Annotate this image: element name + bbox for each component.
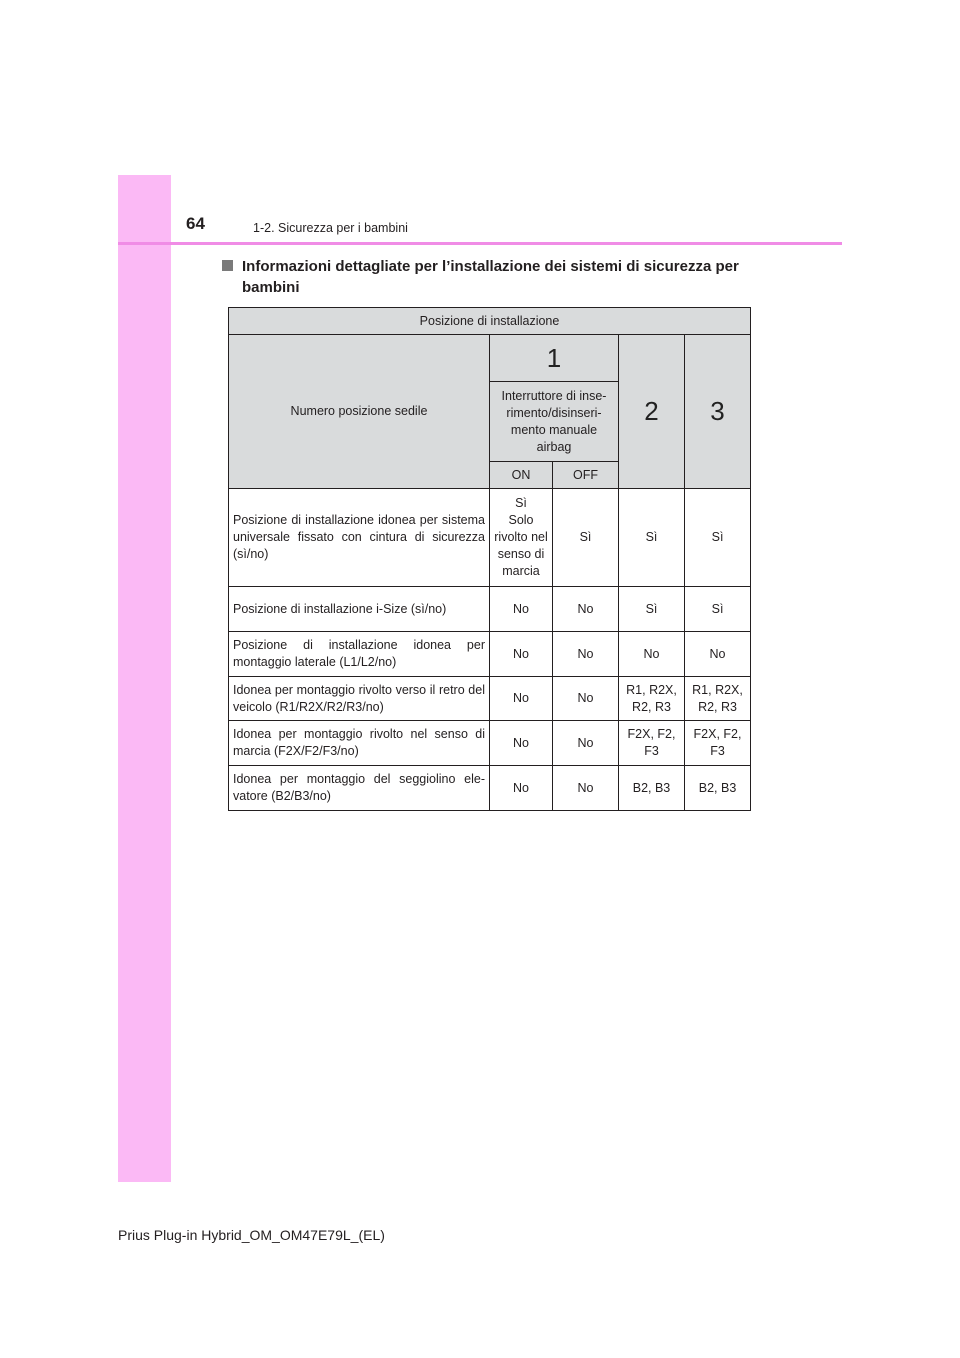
section-heading-text: Informazioni dettagliate per l’installazione dei sistemi di sicurezza per bambini [242,258,739,296]
cell-position-3: B2, B3 [685,766,751,811]
cell-on: No [490,721,553,766]
cell-position-2: No [619,632,685,677]
cell-position-3: R1, R2X, R2, R3 [685,677,751,721]
section-heading [222,256,762,298]
header-divider [118,242,842,245]
cell-position-3: Sì [685,587,751,632]
cell-on: No [490,677,553,721]
row-label: Idonea per montaggio rivolto nel senso di marcia (F2X/F2/F3/no) [229,721,490,766]
seat-position-label: Numero posizione sedile [229,335,490,489]
airbag-switch-label: Interruttore di inse-rimento/disinseri-mento manuale airbag [490,382,619,462]
seat-3-numeral: 3 [710,396,725,426]
cell-off: No [553,766,619,811]
square-bullet-icon [222,260,233,271]
switch-off-header: OFF [553,462,619,489]
seat-1-numeral: 1 [546,342,562,373]
seat-3-header [685,335,751,489]
page-number: 64 [186,214,205,233]
cell-on: Sì Solo rivolto nel senso di marcia [490,489,553,587]
cell-off: No [553,677,619,721]
cell-position-2: B2, B3 [619,766,685,811]
cell-off: Sì [553,489,619,587]
row-label: Posizione di installazione i-Size (sì/no) [229,587,490,632]
row-label: Idonea per montaggio rivolto verso il retro del veicolo (R1/R2X/R2/R3/no) [229,677,490,721]
table-title: Posizione di installazione [229,308,751,335]
cell-on: No [490,587,553,632]
cell-on: No [490,766,553,811]
footer-document-id: Prius Plug-in Hybrid_OM_OM47E79L_(EL) [118,1227,385,1243]
chapter-tab-band [118,175,171,1182]
seat-1-header [490,335,619,382]
cell-off: No [553,721,619,766]
cell-position-2: Sì [619,489,685,587]
chapter-title: 1-2. Sicurezza per i bambini [253,221,408,235]
row-label: Posizione di installazione idonea per sistema universale fissato con cintura di sicurezza (sì/no) [229,489,490,587]
row-label: Posizione di installazione idonea per montaggio laterale (L1/L2/no) [229,632,490,677]
installation-table [228,307,751,811]
cell-position-2: Sì [619,587,685,632]
cell-position-3: No [685,632,751,677]
cell-position-3: Sì [685,489,751,587]
cell-off: No [553,587,619,632]
seat-2-numeral: 2 [644,396,659,426]
cell-position-2: R1, R2X, R2, R3 [619,677,685,721]
row-label: Idonea per montaggio del seggiolino ele-vatore (B2/B3/no) [229,766,490,811]
cell-position-2: F2X, F2, F3 [619,721,685,766]
seat-2-header [619,335,685,489]
cell-off: No [553,632,619,677]
cell-position-3: F2X, F2, F3 [685,721,751,766]
switch-on-header: ON [490,462,553,489]
cell-on: No [490,632,553,677]
